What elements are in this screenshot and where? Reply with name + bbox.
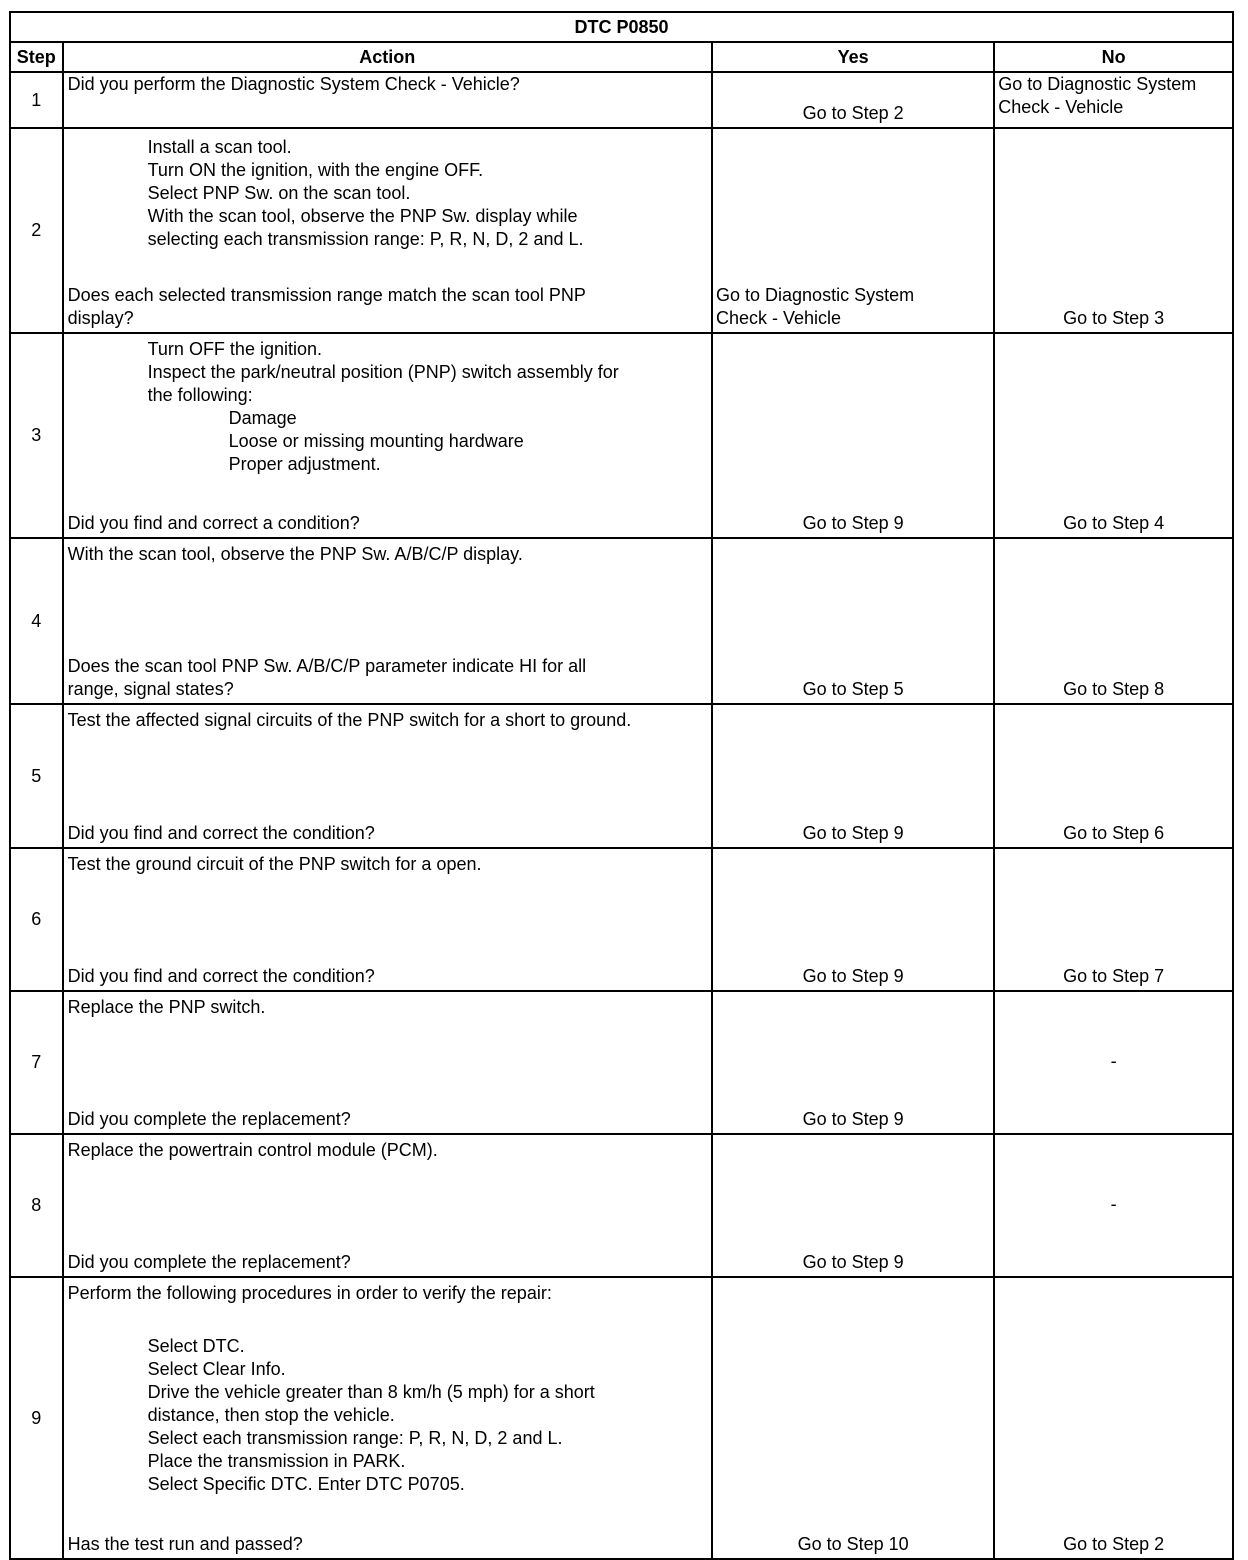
- step-number: 3: [10, 333, 63, 538]
- sub-line: Loose or missing mounting hardware: [228, 431, 524, 451]
- yes-result-line: Check - Vehicle: [716, 308, 842, 328]
- step-action: [63, 848, 712, 991]
- sub-line: Place the transmission in PARK.: [147, 1451, 406, 1471]
- step-row-7: [10, 991, 1233, 1134]
- action-line: Replace the powertrain control module (PCM).: [67, 1140, 438, 1160]
- yes-result: Go to Step 9: [712, 1134, 994, 1277]
- step-row-9: [10, 1277, 1233, 1559]
- question-line: Did you find and correct the condition?: [67, 823, 375, 843]
- question-line: display?: [67, 308, 134, 328]
- action-line: With the scan tool, observe the PNP Sw. display while: [147, 206, 578, 226]
- no-result: Go to Step 2: [994, 1277, 1233, 1559]
- step-number: 1: [10, 72, 63, 128]
- step-number: 8: [10, 1134, 63, 1277]
- yes-result: Go to Step 9: [712, 991, 994, 1134]
- sub-line: Proper adjustment.: [228, 454, 381, 474]
- header-no: No: [994, 42, 1233, 72]
- action-line: Did you perform the Diagnostic System Check - Vehicle?: [67, 74, 520, 94]
- step-action: [63, 1277, 712, 1559]
- header-action: Action: [63, 42, 712, 72]
- sub-line: Select each transmission range: P, R, N, D, 2 and L.: [147, 1428, 563, 1448]
- step-number: 5: [10, 704, 63, 848]
- action-line: Install a scan tool.: [147, 137, 292, 157]
- step-row-1: [10, 72, 1233, 128]
- sub-line: Select Clear Info.: [147, 1359, 286, 1379]
- step-action: [63, 333, 712, 538]
- yes-result: Go to Step 2: [712, 72, 994, 128]
- dtc-table: [9, 11, 1234, 1560]
- header-yes: Yes: [712, 42, 994, 72]
- sub-line: distance, then stop the vehicle.: [147, 1405, 395, 1425]
- header-row: [10, 42, 1233, 72]
- question-line: Did you complete the replacement?: [67, 1252, 351, 1272]
- no-result: -: [994, 991, 1233, 1134]
- question-line: Did you complete the replacement?: [67, 1109, 351, 1129]
- question-line: Did you find and correct the condition?: [67, 966, 375, 986]
- no-result: Go to Step 4: [994, 333, 1233, 538]
- action-line: Test the affected signal circuits of the PNP switch for a short to ground.: [67, 710, 632, 730]
- action-line: Inspect the park/neutral position (PNP) switch assembly for: [147, 362, 619, 382]
- header-step: Step: [10, 42, 63, 72]
- action-line: Replace the PNP switch.: [67, 997, 266, 1017]
- step-row-5: [10, 704, 1233, 848]
- action-line: Test the ground circuit of the PNP switch for a open.: [67, 854, 482, 874]
- yes-result: Go to Step 9: [712, 848, 994, 991]
- action-line: the following:: [147, 385, 253, 405]
- sub-line: Select Specific DTC. Enter DTC P0705.: [147, 1474, 465, 1494]
- step-row-2: [10, 128, 1233, 333]
- no-result: Go to Step 8: [994, 538, 1233, 704]
- yes-result-line: Go to Diagnostic System: [716, 285, 915, 305]
- no-result: [994, 72, 1233, 128]
- table-title: DTC P0850: [10, 12, 1233, 42]
- yes-result: Go to Step 5: [712, 538, 994, 704]
- no-result-line: Go to Diagnostic System: [998, 74, 1197, 94]
- title-row: [10, 12, 1233, 42]
- step-action: [63, 704, 712, 848]
- step-row-6: [10, 848, 1233, 991]
- action-line: selecting each transmission range: P, R, N, D, 2 and L.: [147, 229, 584, 249]
- no-result: Go to Step 6: [994, 704, 1233, 848]
- action-line: Turn OFF the ignition.: [147, 339, 322, 359]
- step-number: 6: [10, 848, 63, 991]
- step-row-4: [10, 538, 1233, 704]
- sub-line: Damage: [228, 408, 297, 428]
- step-row-8: [10, 1134, 1233, 1277]
- yes-result: Go to Step 10: [712, 1277, 994, 1559]
- question-line: Does the scan tool PNP Sw. A/B/C/P parameter indicate HI for all: [67, 656, 587, 676]
- action-line: Perform the following procedures in order to verify the repair:: [67, 1283, 552, 1303]
- no-result: -: [994, 1134, 1233, 1277]
- no-result-line: Check - Vehicle: [998, 97, 1124, 117]
- yes-result: Go to Step 9: [712, 704, 994, 848]
- yes-result: Go to Step 9: [712, 333, 994, 538]
- action-line: With the scan tool, observe the PNP Sw. A/B/C/P display.: [67, 544, 523, 564]
- step-number: 7: [10, 991, 63, 1134]
- no-result: Go to Step 3: [994, 128, 1233, 333]
- yes-result: [712, 128, 994, 333]
- question-line: Has the test run and passed?: [67, 1534, 303, 1554]
- step-row-3: [10, 333, 1233, 538]
- sub-line: Select DTC.: [147, 1336, 245, 1356]
- step-number: 9: [10, 1277, 63, 1559]
- question-line: Does each selected transmission range match the scan tool PNP: [67, 285, 586, 305]
- sub-line: Drive the vehicle greater than 8 km/h (5 mph) for a short: [147, 1382, 595, 1402]
- step-action: [63, 991, 712, 1134]
- step-action: [63, 538, 712, 704]
- step-action: [63, 128, 712, 333]
- action-line: Turn ON the ignition, with the engine OFF.: [147, 160, 484, 180]
- step-number: 2: [10, 128, 63, 333]
- step-number: 4: [10, 538, 63, 704]
- action-line: Select PNP Sw. on the scan tool.: [147, 183, 411, 203]
- no-result: Go to Step 7: [994, 848, 1233, 991]
- question-line: range, signal states?: [67, 679, 234, 699]
- step-action: [63, 72, 712, 128]
- step-action: [63, 1134, 712, 1277]
- question-line: Did you find and correct a condition?: [67, 513, 360, 533]
